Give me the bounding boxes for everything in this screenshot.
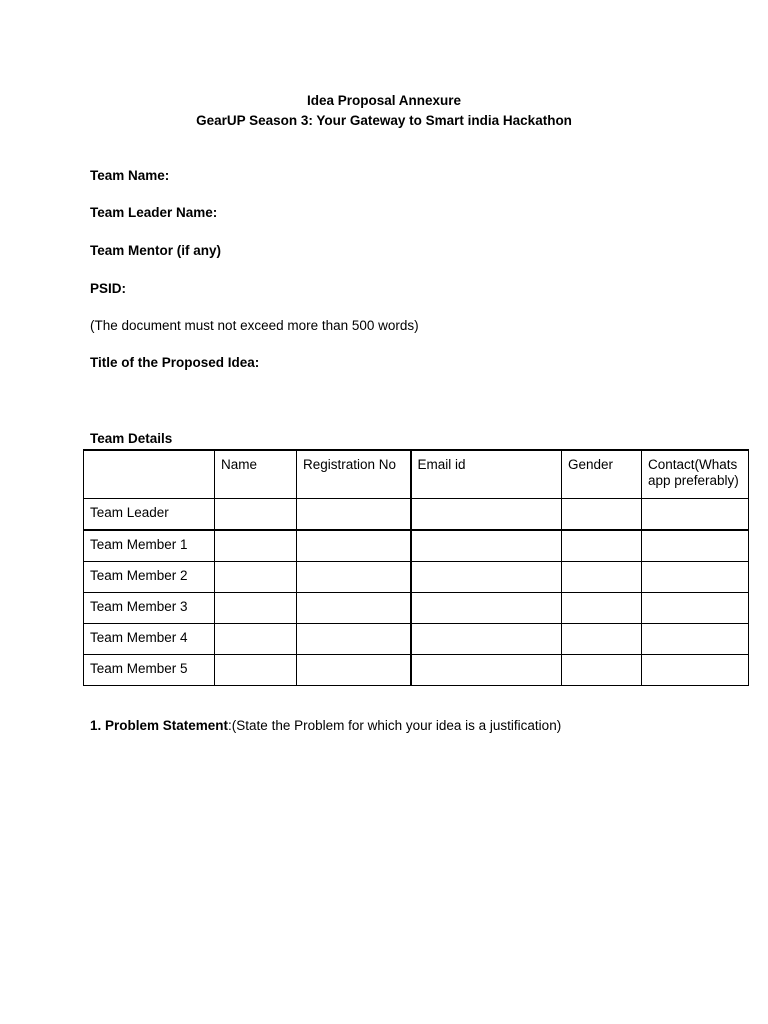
table-row bbox=[84, 655, 749, 686]
column-header-gender: Gender bbox=[562, 450, 642, 499]
column-header-registration-no: Registration No bbox=[297, 450, 411, 499]
team-mentor-label: Team Mentor (if any) bbox=[90, 243, 222, 258]
table-row bbox=[84, 624, 749, 655]
table-cell[interactable] bbox=[642, 655, 749, 686]
table-cell[interactable] bbox=[215, 593, 297, 624]
table-cell[interactable] bbox=[297, 499, 411, 531]
column-header-contact: Contact(Whats app preferably) bbox=[642, 450, 749, 499]
row-label: Team Leader bbox=[84, 499, 215, 531]
document-subtitle: GearUP Season 3: Your Gateway to Smart india Hackathon bbox=[196, 113, 572, 128]
problem-statement bbox=[90, 718, 561, 733]
table-cell[interactable] bbox=[642, 593, 749, 624]
row-label: Team Member 5 bbox=[84, 655, 215, 686]
team-details-heading: Team Details bbox=[90, 431, 173, 446]
table-cell[interactable] bbox=[215, 624, 297, 655]
table-cell[interactable] bbox=[215, 655, 297, 686]
table-row bbox=[84, 593, 749, 624]
team-details-table bbox=[83, 449, 749, 686]
row-label: Team Member 2 bbox=[84, 562, 215, 593]
table-cell[interactable] bbox=[642, 499, 749, 531]
table-header-row bbox=[84, 450, 749, 499]
row-label: Team Member 1 bbox=[84, 530, 215, 562]
table-cell[interactable] bbox=[297, 655, 411, 686]
document-title: Idea Proposal Annexure bbox=[306, 93, 462, 108]
table-cell[interactable] bbox=[642, 530, 749, 562]
table-cell[interactable] bbox=[411, 499, 562, 531]
team-leader-name-label: Team Leader Name: bbox=[90, 205, 218, 220]
table-cell[interactable] bbox=[215, 530, 297, 562]
table-cell[interactable] bbox=[411, 655, 562, 686]
row-label: Team Member 3 bbox=[84, 593, 215, 624]
table-cell[interactable] bbox=[411, 624, 562, 655]
problem-statement-label: 1. Problem Statement bbox=[90, 718, 229, 733]
column-header-name: Name bbox=[215, 450, 297, 499]
column-header-email-id: Email id bbox=[411, 450, 562, 499]
table-cell[interactable] bbox=[215, 499, 297, 531]
problem-statement-description: :(State the Problem for which your idea is a justification) bbox=[228, 718, 562, 733]
table-cell[interactable] bbox=[297, 562, 411, 593]
idea-title-label: Title of the Proposed Idea: bbox=[90, 355, 260, 370]
table-cell[interactable] bbox=[562, 655, 642, 686]
table-cell[interactable] bbox=[297, 593, 411, 624]
table-cell[interactable] bbox=[411, 530, 562, 562]
table-cell[interactable] bbox=[642, 624, 749, 655]
table-cell[interactable] bbox=[215, 562, 297, 593]
table-cell[interactable] bbox=[562, 530, 642, 562]
column-header bbox=[84, 450, 215, 499]
table-cell[interactable] bbox=[562, 562, 642, 593]
table-row bbox=[84, 562, 749, 593]
table-cell[interactable] bbox=[642, 562, 749, 593]
table-cell[interactable] bbox=[562, 593, 642, 624]
table-row bbox=[84, 530, 749, 562]
table-cell[interactable] bbox=[297, 624, 411, 655]
row-label: Team Member 4 bbox=[84, 624, 215, 655]
psid-label: PSID: bbox=[90, 281, 127, 296]
table-cell[interactable] bbox=[562, 624, 642, 655]
team-name-label: Team Name: bbox=[90, 168, 170, 183]
word-limit-note: (The document must not exceed more than 500 words) bbox=[90, 318, 419, 333]
table-cell[interactable] bbox=[297, 530, 411, 562]
table-cell[interactable] bbox=[411, 593, 562, 624]
table-cell[interactable] bbox=[411, 562, 562, 593]
table-cell[interactable] bbox=[562, 499, 642, 531]
table-row bbox=[84, 499, 749, 531]
